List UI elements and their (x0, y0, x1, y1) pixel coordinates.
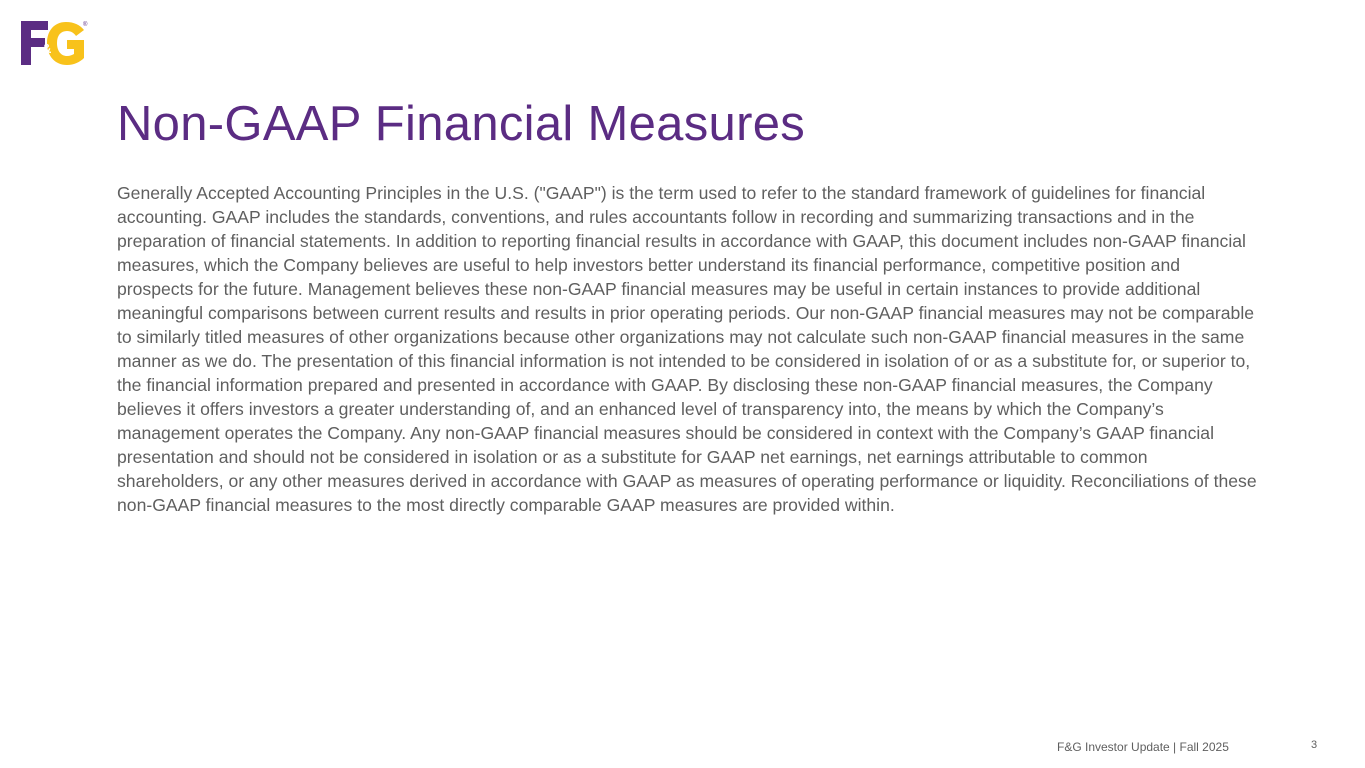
footer-text: F&G Investor Update | Fall 2025 (1057, 740, 1229, 754)
page-title: Non-GAAP Financial Measures (117, 97, 806, 151)
svg-text:&: & (42, 41, 52, 56)
svg-text:®: ® (83, 22, 88, 28)
fg-logo (20, 18, 92, 68)
body-paragraph: Generally Accepted Accounting Principles in the U.S. ("GAAP") is the term used to refer to the standard framework of guidelines for financial accounting. GAAP includes the standards, conventions, and rules accountants follow in recording and summarizing transactions and in the preparation of financial statements. In addition to reporting financial results in accordance with GAAP, this document includes non-GAAP financial measures, which the Company believes are useful to help investors better understand its financial performance, competitive position and prospects for the future. Management believes these non-GAAP financial measures may be useful in certain instances to provide additional meaningful comparisons between current results and results in prior operating periods. Our non-GAAP financial measures may not be comparable to similarly titled measures of other organizations because other organizations may not calculate such non-GAAP financial measures in the same manner as we do. The presentation of this financial information is not intended to be considered in isolation of or as a substitute for, or superior to, the financial information prepared and presented in accordance with GAAP. By disclosing these non-GAAP financial measures, the Company believes it offers investors a greater understanding of, and an enhanced level of transparency into, the means by which the Company’s management operates the Company. Any non-GAAP financial measures should be considered in context with the Company’s GAAP financial presentation and should not be considered in isolation or as a substitute for GAAP net earnings, net earnings attributable to common shareholders, or any other measures derived in accordance with GAAP as measures of operating performance or liquidity. Reconciliations of these non-GAAP financial measures to the most directly comparable GAAP measures are provided within. (117, 183, 1257, 515)
page-number: 3 (1311, 739, 1318, 751)
